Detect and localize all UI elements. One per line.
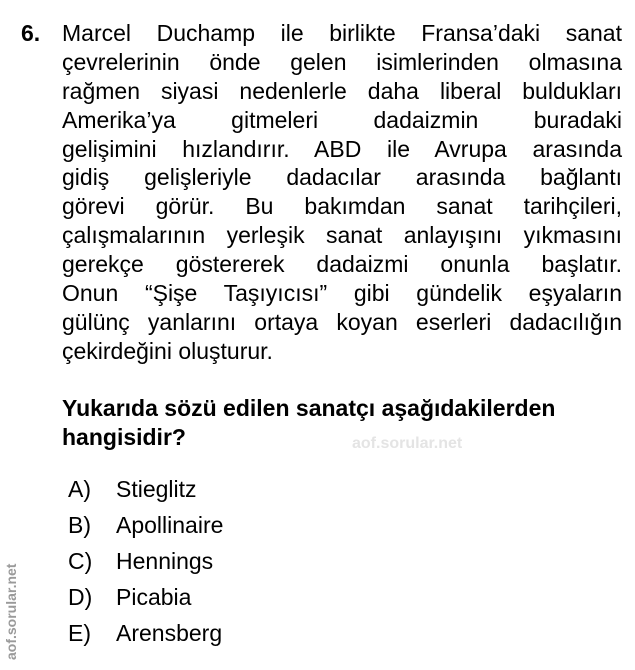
question-paragraph bbox=[62, 19, 622, 366]
option-text: Hennings bbox=[116, 548, 214, 574]
question-line: Yukarıda sözü edilen sanatçı aşağıdakilerden bbox=[62, 395, 556, 421]
option-text: Stieglitz bbox=[116, 476, 197, 502]
paragraph-line: gidiş gelişleriyle dadacılar arasında bağlantı bbox=[62, 164, 622, 191]
option-a[interactable] bbox=[68, 476, 223, 512]
question-number: 6. bbox=[21, 20, 41, 46]
paragraph-line: çevrelerinin önde gelen isimlerinden olmasına bbox=[62, 48, 622, 75]
option-d[interactable] bbox=[68, 584, 223, 620]
answer-options bbox=[68, 476, 223, 656]
paragraph-line: gülünç yanlarını ortaya koyan eserleri dadacılığın bbox=[62, 308, 622, 335]
side-watermark: aof.sorular.net bbox=[3, 563, 19, 660]
paragraph-line: görevi görür. Bu bakımdan sanat tarihçileri, bbox=[62, 193, 622, 220]
option-letter: C) bbox=[68, 548, 93, 574]
paragraph-line: Amerika’ya gitmeleri dadaizmin buradaki bbox=[62, 106, 622, 133]
option-letter: E) bbox=[68, 620, 91, 646]
paragraph-line: Onun “Şişe Taşıyıcısı” gibi gündelik eşyaların bbox=[62, 280, 622, 307]
option-letter: D) bbox=[68, 584, 93, 610]
option-c[interactable] bbox=[68, 548, 223, 584]
option-e[interactable] bbox=[68, 620, 223, 656]
paragraph-line: çekirdeğini oluşturur. bbox=[62, 337, 273, 364]
question-line: hangisidir? bbox=[62, 424, 186, 450]
option-text: Picabia bbox=[116, 584, 192, 610]
watermark: aof.sorular.net bbox=[352, 435, 463, 452]
option-b[interactable] bbox=[68, 512, 223, 548]
paragraph-line: gelişimini hızlandırır. ABD ile Avrupa arasında bbox=[62, 135, 622, 162]
option-letter: B) bbox=[68, 512, 91, 538]
option-text: Apollinaire bbox=[116, 512, 224, 538]
paragraph-line: gerekçe göstererek dadaizmi onunla başlatır. bbox=[62, 251, 622, 278]
paragraph-line: çalışmalarının yerleşik sanat anlayışını yıkmasını bbox=[62, 222, 622, 249]
question-stem bbox=[62, 394, 555, 452]
option-letter: A) bbox=[68, 476, 91, 502]
paragraph-line: rağmen siyasi nedenlerle daha liberal buldukları bbox=[62, 77, 622, 104]
option-text: Arensberg bbox=[116, 620, 223, 646]
paragraph-line: Marcel Duchamp ile birlikte Fransa’daki sanat bbox=[62, 20, 622, 46]
